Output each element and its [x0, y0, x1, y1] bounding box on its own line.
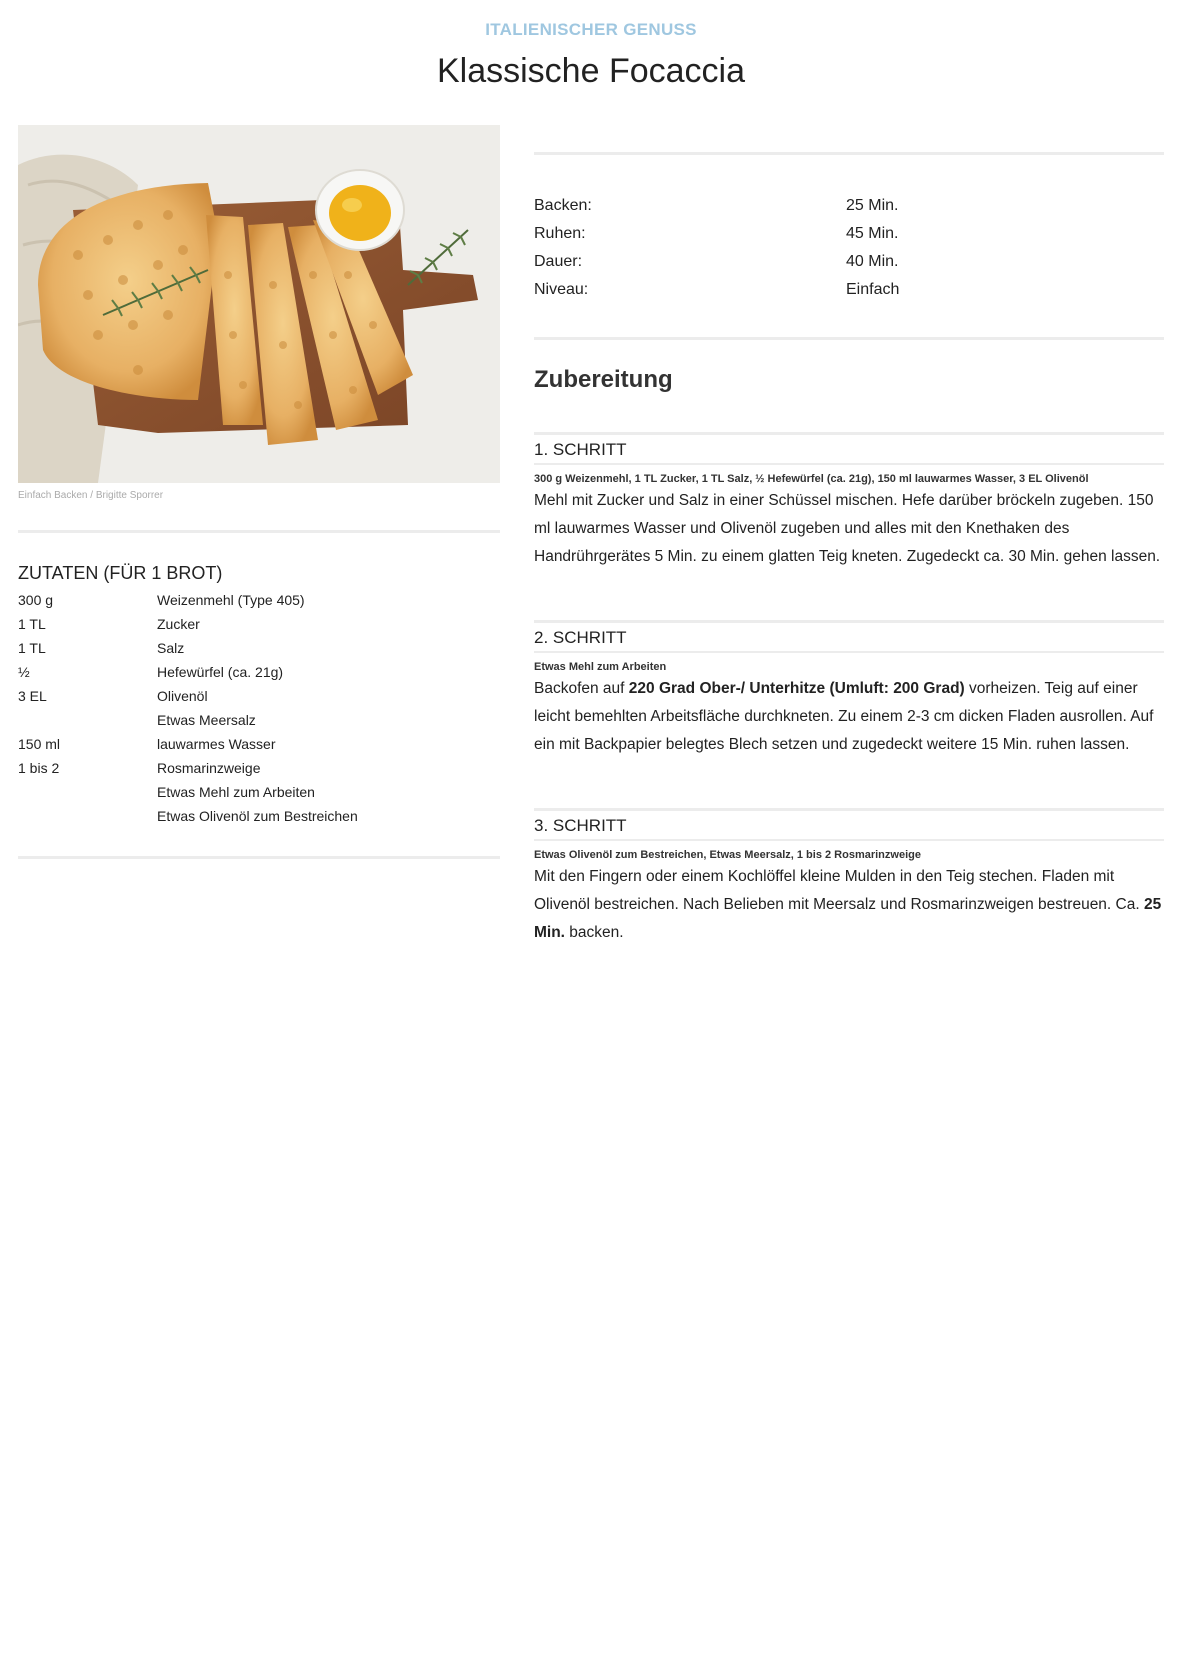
step-text: [534, 675, 1164, 759]
ingredient-name: Etwas Mehl zum Arbeiten: [157, 784, 315, 800]
step-ingredients: Etwas Mehl zum Arbeiten: [534, 661, 667, 673]
step-text-part: backen.: [565, 924, 624, 941]
divider: [534, 839, 1164, 841]
ingredient-amount: 1 TL: [18, 640, 46, 656]
info-row: [534, 192, 1164, 220]
step-2: [534, 625, 1164, 759]
ingredient-row: [18, 588, 500, 612]
info-value: 45 Min.: [846, 225, 899, 242]
info-label: Niveau:: [534, 281, 589, 298]
recipe-info: [534, 192, 1164, 304]
ingredient-row: [18, 612, 500, 636]
step-title: 1. SCHRITT: [534, 440, 627, 459]
photo-caption: Einfach Backen / Brigitte Sporrer: [18, 490, 164, 501]
ingredient-name: Rosmarinzweige: [157, 760, 261, 776]
ingredient-name: Olivenöl: [157, 688, 208, 704]
divider: [534, 152, 1164, 155]
ingredient-row: [18, 636, 500, 660]
ingredient-name: Weizenmehl (Type 405): [157, 592, 305, 608]
ingredient-row: [18, 660, 500, 684]
divider: [534, 651, 1164, 653]
recipe-photo: [18, 125, 500, 483]
step-text: [534, 863, 1164, 947]
info-label: Backen:: [534, 197, 592, 214]
focaccia-image: [18, 125, 500, 483]
ingredients-heading: ZUTATEN (FÜR 1 BROT): [18, 563, 223, 583]
recipe-category: ITALIENISCHER GENUSS: [485, 20, 697, 39]
step-ingredients: 300 g Weizenmehl, 1 TL Zucker, 1 TL Salz, ½ Hefewürfel (ca. 21g), 150 ml lauwarmes Wasser, 3 EL Olivenöl: [534, 473, 1089, 485]
info-row: [534, 220, 1164, 248]
ingredient-row: [18, 684, 500, 708]
preparation-heading: Zubereitung: [534, 366, 673, 393]
info-value: 40 Min.: [846, 253, 899, 270]
ingredient-amount: 300 g: [18, 592, 54, 608]
ingredient-row: [18, 708, 500, 732]
divider: [534, 337, 1164, 340]
divider: [534, 463, 1164, 465]
divider: [534, 432, 1164, 435]
ingredient-amount: 1 bis 2: [18, 760, 60, 776]
ingredient-amount: 1 TL: [18, 616, 46, 632]
ingredients-list: [18, 588, 500, 828]
step-text: Mehl mit Zucker und Salz in einer Schüssel mischen. Hefe darüber bröckeln zugeben. 150 ml lauwarmes Wasser und Olivenöl zugeben und alles mit den Knethaken des Handrührgerätes 5 Min. zu einem glatten Teig kneten. Zugedeckt ca. 30 Min. gehen lassen.: [534, 492, 1161, 565]
step-title: 3. SCHRITT: [534, 816, 627, 835]
step-text-part: Mit den Fingern oder einem Kochlöffel kleine Mulden in den Teig stechen. Fladen mit Olivenöl bestreichen. Nach Belieben mit Meersalz und Rosmarinzweigen bestreuen. Ca.: [534, 868, 1144, 913]
ingredient-name: Etwas Meersalz: [157, 712, 256, 728]
step-title: 2. SCHRITT: [534, 628, 627, 647]
recipe-title: Klassische Focaccia: [436, 52, 745, 90]
ingredient-name: Etwas Olivenöl zum Bestreichen: [157, 808, 358, 824]
info-value: Einfach: [846, 281, 900, 298]
step-text-part: Backofen auf: [534, 680, 629, 697]
ingredient-row: [18, 756, 500, 780]
step-1: [534, 437, 1164, 571]
info-label: Ruhen:: [534, 225, 586, 242]
step-text-emphasis: 220 Grad Ober-/ Unterhitze (Umluft: 200 Grad): [628, 680, 965, 697]
info-value: 25 Min.: [846, 197, 899, 214]
ingredient-name: Zucker: [157, 616, 200, 632]
ingredient-name: Salz: [157, 640, 185, 656]
divider: [18, 530, 500, 533]
divider: [18, 856, 500, 859]
step-ingredients: Etwas Olivenöl zum Bestreichen, Etwas Meersalz, 1 bis 2 Rosmarinzweige: [534, 849, 921, 861]
step-text-part: vorheizen. Teig auf einer leicht bemehlten Arbeitsfläche durchkneten. Zu einem 2-3 cm dicken Fladen ausrollen. Auf ein mit Backpapier belegtes Blech setzen und zugedeckt weitere 15 Min. ruhen lassen.: [534, 680, 1154, 753]
ingredient-amount: ½: [18, 664, 30, 680]
ingredient-name: lauwarmes Wasser: [157, 736, 276, 752]
ingredient-row: [18, 780, 500, 804]
ingredient-amount: 150 ml: [18, 736, 61, 752]
ingredient-name: Hefewürfel (ca. 21g): [157, 664, 284, 680]
info-row: [534, 276, 1164, 304]
divider: [534, 620, 1164, 623]
info-label: Dauer:: [534, 253, 583, 270]
ingredient-amount: 3 EL: [18, 688, 47, 704]
info-row: [534, 248, 1164, 276]
ingredient-row: [18, 804, 500, 828]
ingredient-row: [18, 732, 500, 756]
divider: [534, 808, 1164, 811]
step-3: [534, 813, 1164, 947]
step-text-emphasis: 25 Min.: [534, 896, 1162, 941]
